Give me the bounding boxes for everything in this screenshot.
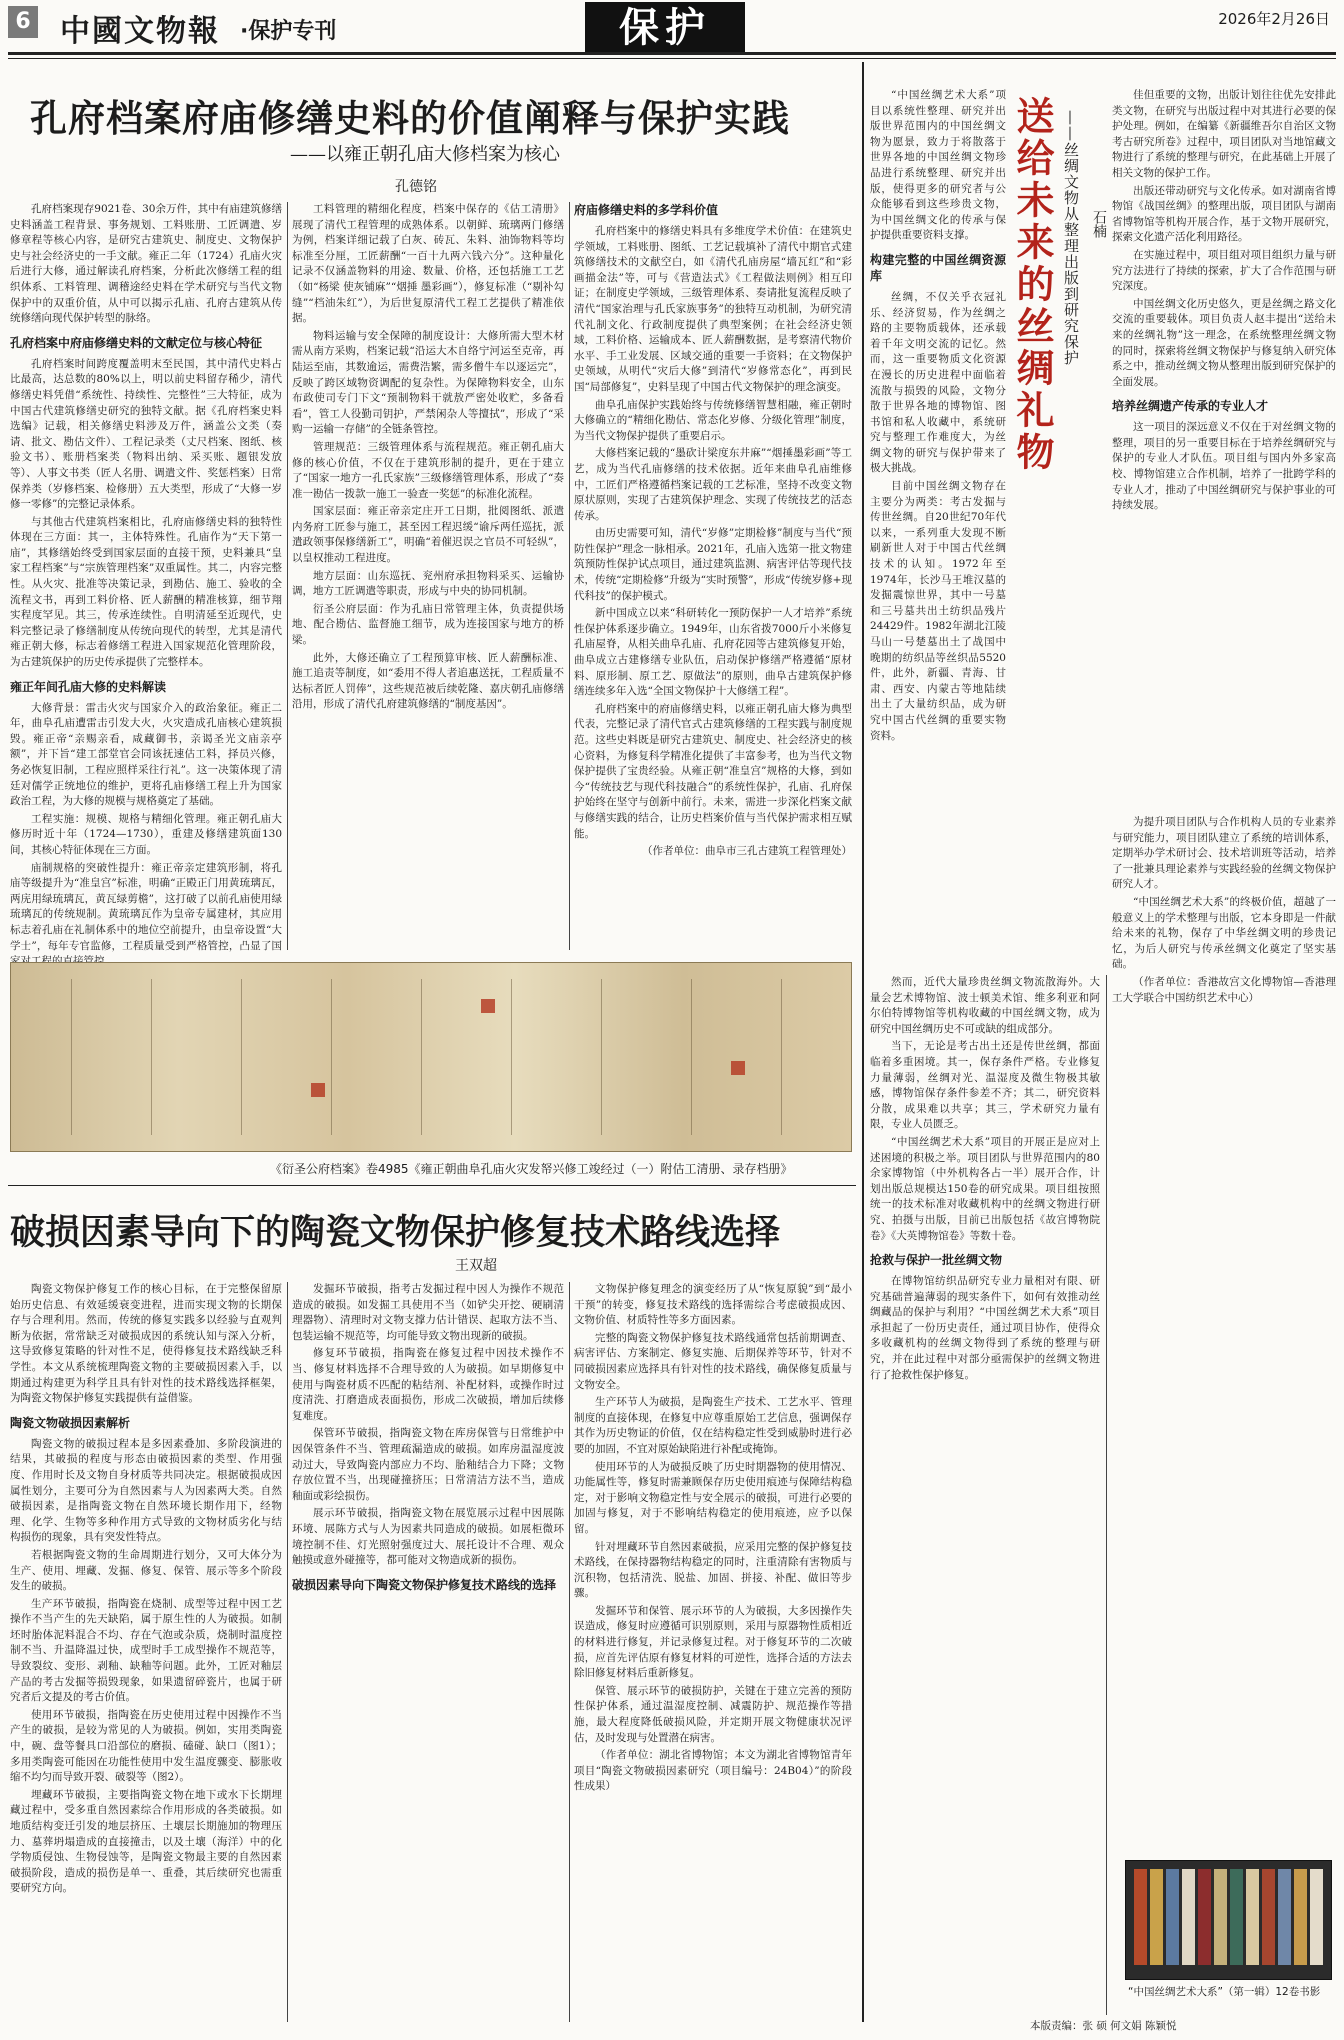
section-banner: 保护 — [585, 2, 745, 54]
book-caption: “中国丝绸艺术大系”（第一辑）12卷书影 — [1128, 1986, 1321, 1998]
article2-heading-a: 陶瓷文物破损因素解析 — [10, 1415, 131, 1430]
paragraph: 中国丝绸文化历史悠久，更是丝绸之路文化交流的重要载体。项目负责人赵丰提出“送给未来的丝绸礼物”这一理念，在系统整理丝绸文物的同时，探索将丝绸文物保护与修复纳入研究体系之中，推动丝绸文物从整理出版到研究保护的全面发展。 — [1112, 297, 1336, 388]
article3-heading-b: 抢救与保护一批丝绸文物 — [870, 1253, 1003, 1268]
article3-column-2 — [1112, 88, 1336, 808]
paragraph: 在博物馆纺织品研究专业力量相对有限、研究基础普遍薄弱的现实条件下，如何有效推动丝绸藏品的保护与利用？“中国丝绸艺术大系”项目承担起了一份历史责任，通过项目协作，使得众多收藏机构的丝绸文物得到了系统的整理与研究，并在此过程中对部分亟需保护的丝绸文物进行了抢救性保护修复。 — [870, 1275, 1100, 1381]
paragraph: 完整的陶瓷文物保护修复技术路线通常包括前期调查、病害评估、方案制定、修复实施、后期保养等环节，针对不同破损因素应选择具有针对性的技术路线，确保修复质量与文物安全。 — [574, 1331, 852, 1391]
column-divider — [569, 202, 570, 950]
paragraph: 保管环节破损，指陶瓷文物在库房保管与日常维护中因保管条件不当、管理疏漏造成的破损。如库房温湿度波动过大，导致陶瓷内部应力不均、胎釉结合力下降；文物存放位置不当，出现碰撞挤压；日常清洁方法不当，造成釉面或彩绘损伤。 — [292, 1427, 564, 1502]
paragraph: 出版还带动研究与文化传承。如对湖南省博物馆《战国丝绸》的整理出版，项目团队与湖南省博物馆等机构开展合作，基于文物开展研究，探索文化遗产活化利用路径。 — [1112, 184, 1336, 244]
article2-column-1 — [10, 1282, 282, 2022]
paragraph: 这一项目的深远意义不仅在于对丝绸文物的整理，项目的另一重要目标在于培养丝绸研究与保护的专业人才队伍。项目组与国内外多家高校、博物馆建立合作机制，培养了一批跨学科的专业人才，推动了中国丝绸研究与保护事业的可持续发展。 — [1112, 421, 1336, 512]
article3-column-1 — [870, 88, 1006, 968]
figure-caption: 《衍圣公府档案》卷4985《雍正朝曲阜孔庙火灾发帑兴修工竣经过（一）附估工清册、录存档册》 — [270, 1162, 793, 1176]
article1-heading-b: 雍正年间孔庙大修的史料解读 — [10, 679, 167, 694]
editors-credit: 本版责编：张 硕 何文娟 陈颖悦 — [1030, 2020, 1177, 2032]
paragraph: 发掘环节破损，指考古发掘过程中因人为操作不规范造成的破损。如发掘工具使用不当（如铲尖开挖、硬刷清理器物）、清理时对文物支撑力估计错误、起取方法不当、包装运输不规范等，均可能导致文物出现新的破损。 — [292, 1283, 564, 1342]
paragraph: 工料管理的精细化程度，档案中保存的《估工清册》展现了清代工程管理的成熟体系。以朝鲜、琉璃两门修缮为例，档案详细记载了白灰、砖瓦、朱料、油饰物料等均标准至分厘，工匠薪酬“一百十九两六钱六分”。这种量化记录不仅涵盖物料的用途、数量、价格，还包括施工工艺（如“杨梁 使灰铺麻”“烟捶 墨彩画”），修复标准（“剔补勾缝”“档油朱红”），为后世复原清代工程工艺提供了精准依据。 — [292, 203, 564, 325]
article3-column-3 — [870, 975, 1100, 2015]
paragraph: 文物保护修复理念的演变经历了从“恢复原貌”到“最小干预”的转变，修复技术路线的选择需综合考虑破损成因、文物价值、材质特性等多方面因素。 — [574, 1283, 852, 1327]
article2-author: 王双超 — [455, 1258, 497, 1274]
article3-heading-c: 培养丝绸遗产传承的专业人才 — [1112, 399, 1269, 414]
article3-heading-a: 构建完整的中国丝绸资源库 — [870, 252, 1006, 283]
paragraph: 孔府档案中的府庙修缮史料，以雍正朝孔庙大修为典型代表，完整记录了清代官式古建筑修缮的工程实践与制度规范。这些史料既是研究古建筑史、制度史、社会经济史的核心资料，为修复科学精准化提供了丰富参考，也为当代文物保护提供了宝贵经验。从雍正朝“准皇宫”规格的大修，到如今“传统技艺与现代科技融合”的系统性保护，孔庙、孔府保护始终在坚守与创新中前行。未来，需进一步深化档案文献与修缮实践的结合，让历史档案价值与当代保护需求相互赋能。 — [574, 702, 852, 840]
paragraph: 由历史需要可知，清代“岁修”定期检修”制度与当代“预防性保护”理念一脉相承。2021年，孔庙入选第一批文物建筑预防性保护试点项目，通过建筑监测、病害评估等现代技术，传统“定期检修”升级为“实时预警”，形成“传统岁修+现代科技”的保护模式。 — [574, 527, 852, 602]
paragraph: 展示环节破损，指陶瓷文物在展览展示过程中因展陈环境、展陈方式与人为因素共同造成的破损。如展柜微环境控制不佳、灯光照射强度过大、展托设计不合理、观众触摸或意外碰撞等，都可能对文物造成新的损伤。 — [292, 1507, 564, 1567]
newspaper-brand: 中國文物報 — [60, 14, 220, 49]
paragraph: 地方层面：山东巡抚、兖州府承担物料采买、运输协调，地方工匠调遣等职责，形成与中央的协同机制。 — [292, 569, 564, 598]
paragraph: 若根据陶瓷文物的生命周期进行划分，又可大体分为生产、使用、埋藏、发掘、修复、保管、展示等多个阶段发生的破损。 — [10, 1548, 282, 1593]
article3-column-4 — [1112, 815, 1336, 1855]
article3-subtitle: ——丝绸文物从整理出版到研究保护 — [1062, 110, 1080, 366]
paragraph: 曲阜孔庙保护实践始终与传统修缮智慧相融，雍正朝时大修确立的“精细化勘估、常态化岁修、分级化管理”制度，为当代文物保护提供了重要启示。 — [574, 398, 852, 442]
paragraph: 物料运输与安全保障的制度设计：大修所需大型木材需从南方采购，档案记载“沿运大木自络宁河运至克帝，再陆运至庙，其数逾运，需费浩繁，需多僧牛车以逐运完”，反映了跨区域物资调配的复杂性。为保障物料安全，山东布政使司专门下文“预制物料干就敖严密处收贮，多备看看”，管工人役勤司钥护，严禁闲杂人等擅拭”，形成了“采购一运输一存储”的全链条管控。 — [292, 329, 564, 436]
section-rule — [8, 1185, 856, 1186]
paragraph: “中国丝绸艺术大系”项目以系统性整理、研究并出版世界范围内的中国丝绸文物为愿景，致力于将散落于世界各地的中国丝绸文物珍品进行系统整理、研究并出版，使得更多的研究者与公众能够看到这些珍贵文物，为中国丝绸文化的传承与保护提供重要资料支撑。 — [870, 89, 1006, 242]
paragraph: 保管、展示环节的破损防护，关键在于建立完善的预防性保护体系，通过温湿度控制、减震防护、规范操作等措施，最大程度降低破损风险，并定期开展文物健康状况评估，及时发现与处置潜在病害。 — [574, 1684, 852, 1744]
paragraph: 孔府档案时间跨度覆盖明末至民国，其中清代史料占比最高，达总数的80%以上，明以前史料留存稀少，清代修缮史料凭借“系统性、持续性、完整性”三大特征，成为中国古代建筑修缮史研究的独特文献。据《孔府档案史料选编》记载，相关修缮史料涉及万件，涵盖公文类（奏请、批文、勘估文件）、工程记录类（丈尺档案、图纸、核验文书）、账册档案类（物料出纳、采买账、题银发放等）、人事文书类（匠人名册、调遣文件、奖惩档案）日常保养类（岁修档案、检修册）五大类型，形成了“大修一岁修一零修”的完整记录体系。 — [10, 357, 282, 511]
article3-title: 送给未来的丝绸礼物 — [1010, 96, 1055, 474]
article3-author: 石楠 — [1091, 210, 1107, 238]
paragraph: 庙制规格的突破性提升：雍正帝亲定建筑形制，将孔庙等级提升为“准皇宫”标准，明确“正殿正门用黄琉璃瓦，两庑用绿琉璃瓦，黄瓦绿剪檐”，这打破了以前孔庙使用绿琉璃瓦的传统规制。黄琉璃瓦作为皇帝专属建材，其应用标志着孔庙在礼制体系中的地位空前提升，由皇帝设置“大学士”，每年专官监修，工程质量受到严格管控，凸显了国 — [10, 861, 282, 952]
article1-author: 孔德铭 — [395, 179, 437, 195]
paragraph: 大修档案记载的“墨砍计梁度东井麻”“烟捶墨彩画”等工艺，成为当代孔庙修缮的技术依据。近年来曲阜孔庙维修中，工匠们严格遵循档案记载的工艺标准，坚持不改变文物原状原则，实现了古建筑保护理念、实现了传统技艺的活态传承。 — [574, 447, 852, 522]
article2-title: 破损因素导向下的陶瓷文物保护修复技术路线选择 — [10, 1212, 781, 1253]
brand-subtitle: ·保护专刊 — [240, 19, 337, 44]
masthead-rule-thin — [8, 58, 1336, 59]
paragraph: 埋藏环节破损，主要指陶瓷文物在地下或水下长期埋藏过程中，受多重自然因素综合作用形成的各类破损。如地质结构变迁引发的地层挤压、土壤层长期施加的物理压力、墓葬坍塌造成的直接撞击，以及土壤（海洋）中的化学物质侵蚀、生物侵蚀等，是陶瓷文物最主要的自然因素破损阶段，造成的损伤是单一、重叠，其后续研究也需重要研究方向。 — [10, 1788, 282, 1895]
paragraph: 孔府档案现存9021卷、30余万件，其中有庙建筑修缮史料涵盖工程背景、事务规划、工料账册、工匠调遣、岁修章程等核心内容，是研究古建筑史、制度史、文物保护史与社会经济史的一手文献。雍正二年（1724）孔庙火灾后进行大修，通过解读孔府档案，分析此次修缮工程的组织体系、工料管理、调稽途经史料在学术研究与当代文物保护中的双重价值，从中可以揭示孔庙、孔府古建筑从传统修缮向现代保护转型的脉络。 — [10, 203, 282, 325]
paragraph: 陶瓷文物保护修复工作的核心目标，在于完整保留原始历史信息、有效延缓衰变进程，进而实现文物的长期保存与合理利用。然而，传统的修复实践多以经验与直观判断为依据，常常缺乏对破损成因的系统认知与深入分析，这导致修复策略的针对性不足，使得修复技术路线缺乏科学性。本文从系统梳理陶瓷文物的主要破损因素入手，以期通过构建更为科学且具有针对性的技术路线选择框架，为陶瓷文物保护修复实践提供有益借鉴。 — [10, 1283, 282, 1405]
paragraph: 丝绸，不仅关乎衣冠礼乐、经济贸易，作为丝绸之路的主要物质载体，还承载着千年文明交流的记忆。然而，这一重要物质文化资源在漫长的历史进程中面临着流散与损毁的风险，文物分散于世界各地的博物馆、图书馆和私人收藏中，系统研究与整理工作难度大，为丝绸文物的研究与保护带来了极大挑战。 — [870, 290, 1006, 475]
paragraph: 生产环节破损，指陶瓷在烧制、成型等过程中因工艺操作不当产生的先天缺陷，属于原生性的人为破损。如制坯时胎体泥料混合不均、存在气泡或杂质，烧制时温度控制不当、升温降温过快，成型时手工成型操作不规范等，导致裂纹、变形、剥釉、缺釉等问题。此外，工匠对釉层产品的考古发掘等损毁现象，如果遗留碎瓷片，也属于研究者后文提及的考古价值。 — [10, 1597, 282, 1704]
paragraph: 衍圣公府层面：作为孔庙日常管理主体，负责提供场地、配合勘估、监督施工细节，成为连接国家与地方的桥梁。 — [292, 602, 564, 647]
article2-column-2 — [292, 1282, 564, 2022]
page-number: 6 — [8, 6, 38, 38]
article1-title: 孔府档案府庙修缮史料的价值阐释与保护实践 — [30, 96, 790, 140]
article2-column-3 — [574, 1282, 852, 2022]
issue-date: 2026年2月26日 — [1218, 10, 1330, 28]
seal-stamp — [731, 1061, 745, 1075]
paragraph: 然而，近代大量珍贵丝绸文物流散海外。大量会艺术博物馆、波士顿美术馆、维多利亚和阿尔伯特博物馆等机构收藏的中国丝绸文物，成为研究中国丝绸历史不可或缺的组成部分。 — [870, 976, 1100, 1035]
paragraph: “中国丝绸艺术大系”项目的开展正是应对上述困境的积极之举。项目团队与世界范围内的80余家博物馆（中外机构各占一半）展开合作，计划出版总规模达150卷的研究成果。项目组按照统一的技术标准对收藏机构中的丝绸文物进行研究、拍摄与出版，目前已出版包括《故宫博物院卷》《大英博物馆卷》等数十卷。 — [870, 1135, 1100, 1242]
author-affiliation: （作者单位：香港故宫文化博物馆—香港理工大学联合中国纺织艺术中心） — [1112, 975, 1336, 1004]
paragraph: 新中国成立以来“科研转化一预防保护一人才培养”系统性保护体系逐步确立。1949年，山东省拨7000斤小米修复孔庙屋脊，从相关曲阜孔庙、孔府花园等古建筑修复开始，曲阜成立古建修缮专业队伍，启动保护修缮严格遵循“原材料、原形制、原工艺、原做法”的原则，曲阜古建筑保护修缮连续多年入选“全国文物保护十大修缮工程”。 — [574, 607, 852, 698]
paragraph: 陶瓷文物的破损过程本是多因素叠加、多阶段演进的结果，其破损的程度与形态由破损因素的类型、作用强度、作用时长及文物自身材质等共同决定。根据破损成因属性划分，主要可分为自然因素与人为因素两大类。自然破损因素，是指陶瓷文物在自然环境长期作用下，经物理、化学、生物等多种作用方式导致的文物材质劣化与结构损伤的现象，具有突发性特点。 — [10, 1437, 282, 1544]
paragraph: 佳但重要的文物，出版计划往往优先安排此类文物，在研究与出版过程中对其进行必要的保护处理。例如，在编纂《新疆维吾尔自治区文物考古研究所卷》过程中，项目团队对当地馆藏文物进行了系统的整理与研究，在此基础上开展了相关文物的保护工作。 — [1112, 89, 1336, 179]
paragraph: 修复环节破损，指陶瓷在修复过程中因技术操作不当、修复材料选择不合理导致的人为破损。如早期修复中使用与陶瓷材质不匹配的粘结剂、补配材料，或操作时过度清洗、打磨造成表面损伤，形成二次破损，增加后续修复难度。 — [292, 1347, 564, 1422]
article1-column-3 — [574, 202, 852, 950]
article2-heading-b: 破损因素导向下陶瓷文物保护修复技术路线的选择 — [292, 1577, 557, 1592]
article1-column-1 — [10, 202, 282, 950]
paragraph: 生产环节人为破损，是陶瓷生产技术、工艺水平、管理制度的直接体现，在修复中应尊重原始工艺信息，强调保存其作为历史物证的价值，仅在结构稳定性受到威胁时进行必要的加固，不宜对原始缺陷进行补配或掩饰。 — [574, 1396, 852, 1455]
article1-column-2 — [292, 202, 564, 950]
paragraph: 此外，大修还确立了工程预算审核、匠人薪酬标准、施工追责等制度，如“委用不得人者追惠送抚，工程质量不达标者匠人罚俸”，这些规范被后续乾隆、嘉庆朝孔庙修缮沿用，形成了清代孔府建筑修缮的“制度基因”。 — [292, 651, 564, 711]
paragraph: 与其他古代建筑档案相比，孔府庙修缮史料的独特性体现在三方面：其一，主体特殊性。孔庙作为“天下第一庙”，其修缮始终受到国家层面的直接干预，史料兼具“皇家工程档案”与“宗族管理档案”双重属性。其二，内容完整性。从火灾、批准等决策记录，到勘估、施工、验收的全流程文书，再到工料价格、匠人薪酬的精准核算，细节翔实程度罕见。其三，传承连续性。自明清延至近现代，史料完整记录了修缮制度从传统向现代的转型，尤其是清代雍正朝大修，标志着修缮工程进入国家规范化管理阶段，为古建筑保护的历史传承提供了完整样本。 — [10, 515, 282, 669]
seal-stamp — [311, 1083, 325, 1097]
author-affiliation: （作者单位：曲阜市三孔古建筑工程管理处） — [642, 845, 852, 858]
paragraph: 发掘环节和保管、展示环节的人为破损，大多因操作失误造成，修复时应遵循可识别原则，采用与原器物性质相近的材料进行修复，并记录修复过程。对于修复环节的二次破损，应首先评估原有修复材料的可逆性，选择合适的方法去除旧修复材料后重新修复。 — [574, 1604, 852, 1680]
column-divider — [287, 1282, 288, 2022]
paragraph: 使用环节的人为破损反映了历史时期器物的使用情况、功能属性等，修复时需兼顾保存历史使用痕迹与保障结构稳定，对于影响文物稳定性与安全展示的破损，可进行必要的加固与修复，对于不影响结构稳定的使用痕迹，应予以保留。 — [574, 1460, 852, 1535]
column-divider — [1106, 975, 1107, 2015]
author-affiliation: （作者单位：湖北省博物馆；本文为湖北省博物馆青年项目“陶瓷文物破损因素研究（项目编号：24B04）”的阶段性成果） — [574, 1749, 852, 1793]
column-divider — [569, 1282, 570, 2022]
article1-heading-c: 府庙修缮史料的多学科价值 — [574, 203, 719, 217]
book-set-photo — [1125, 1860, 1332, 1980]
paragraph: 目前中国丝绸文物存在主要分为两类：考古发掘与传世丝绸。自20世纪70年代以来，一系列重大发现不断刷新世人对于中国古代丝绸技术的认知。1972年至1974年，长沙马王堆汉墓的发掘震惊世界，其中一号墓和三号墓共出土纺织品残片24429件。1982年湖北江陵马山一号楚墓出土了战国中晚期的纺织品等丝织品5520件，此外，新疆、青海、甘肃、西安、内蒙古等地陆续出土了大量纺织品，成为研究中国古代丝绸的重要实物资料。 — [870, 480, 1006, 742]
article1-heading-a: 孔府档案中府庙修缮史料的文献定位与核心特征 — [10, 335, 263, 350]
column-divider — [287, 202, 288, 950]
paragraph: 孔府档案中的修缮史料具有多维度学术价值：在建筑史学领域，工料账册、图纸、工艺记载填补了清代中期官式建筑修缮技术的文献空白，如《清代孔庙房屋“墙瓦红”和“彩画描金法”等，可与《营造法式》《工程做法则例》相互印证；在制度史学领域，三级管理体系、奏请批复流程反映了清代“国家治理与孔氏家族事务”的独特互动机制，为研究清代礼制文化、行政制度提供了典型案例；在社会经济史领域，工料价格、运输成本、匠人薪酬数据，是考察清代物价水平、手工业发展、区域交通的重要一手资料；在文物保护史领域，从明代“灾后大修”到清代“岁修常态化”，再到民国“局部修复”，史料呈现了中国古代文物保护的理念演变。 — [574, 225, 852, 393]
paragraph: 为提升项目团队与合作机构人员的专业素养与研究能力，项目团队建立了系统的培训体系，定期举办学术研讨会、技术培训班等活动，培养了一批兼具理论素养与实践经验的丝绸文物保护研究人才。 — [1112, 816, 1336, 891]
paragraph: “中国丝绸艺术大系”的终极价值，超越了一般意义上的学术整理与出版，它本身即是一件献给未来的礼物，保存了中华丝绸文明的珍贵记忆，为后人研究与传承丝绸文化奠定了坚实基础。 — [1112, 895, 1336, 971]
paragraph: 工程实施：规模、规格与精细化管理。雍正朝孔庙大修历时近十年（1724—1730），重建及修缮建筑面130间，其核心特征体现在三方面。 — [10, 812, 282, 856]
paragraph: 管理规范：三级管理体系与流程规范。雍正朝孔庙大修的核心价值，不仅在于建筑形制的提升，更在于建立了“国家一地方一孔氏家族”三级修缮管理体系，形成了“奏准一勘估一拨款一施工一验查一奖惩”的标准化流程。 — [292, 440, 564, 500]
paragraph: 在实施过程中，项目组对项目组织力量与研究方法进行了持续的探索，扩大了合作范围与研究深度。 — [1112, 248, 1336, 293]
paragraph: 国家层面：雍正帝亲定庄开工日期，批阅图纸、派遣内务府工匠参与施工，甚至因工程迟缓“谕斥两任巡抚，派遣政领事保修缮新工”，明确“着催迟误之官员不可轻纵”，以皇权推动工程进度。 — [292, 505, 564, 565]
archive-scroll-image — [10, 962, 852, 1152]
paragraph: 针对埋藏环节自然因素破损，应采用完整的保护修复技术路线，在保持器物结构稳定的同时，注重清除有害物质与沉积物，包括清洗、脱盐、加固、拼接、补配、做旧等步骤。 — [574, 1540, 852, 1600]
masthead-rule — [8, 52, 1336, 55]
article-divider — [862, 62, 864, 2022]
seal-stamp — [481, 999, 495, 1013]
paragraph: 当下，无论是考古出土还是传世丝绸，都面临着多重困境。其一，保存条件严格。专业修复力量薄弱，丝绸对光、温湿度及微生物极其敏感，博物馆保存条件参差不齐；其二，研究资料分散，成果难以共享；其三，学术研究力量有限，专业人员匮乏。 — [870, 1040, 1100, 1131]
paragraph: 大修背景：雷击火灾与国家介入的政治象征。雍正二年，曲阜孔庙遭雷击引发大火，火灾造成孔庙核心建筑损毁。雍正帝“亲赐亲看，咸藏御书，亲谒圣光文庙亲亭额”，并下旨“建工部堂官会同该抚速估工料，择员兴修，务必恢复旧制，工程应照样采往行礼”。这一决策体现了清廷对儒学正统地位的维护，更将孔庙修缮工程上升为国家政治工程，为大修的规模与规格奠定了基础。 — [10, 701, 282, 808]
article1-subtitle: ——以雍正朝孔庙大修档案为核心 — [290, 144, 560, 165]
paragraph: 使用环节破损，指陶瓷在历史使用过程中因操作不当产生的破损，是较为常见的人为破损。例如，实用类陶瓷中，碗、盘等餐具口沿部位的磨损、磕碰、缺口（图1）；多用类陶瓷可能因在功能性使用中发生温度骤变、膨胀收缩不均匀而导致开裂、破裂等（图2）。 — [10, 1708, 282, 1784]
